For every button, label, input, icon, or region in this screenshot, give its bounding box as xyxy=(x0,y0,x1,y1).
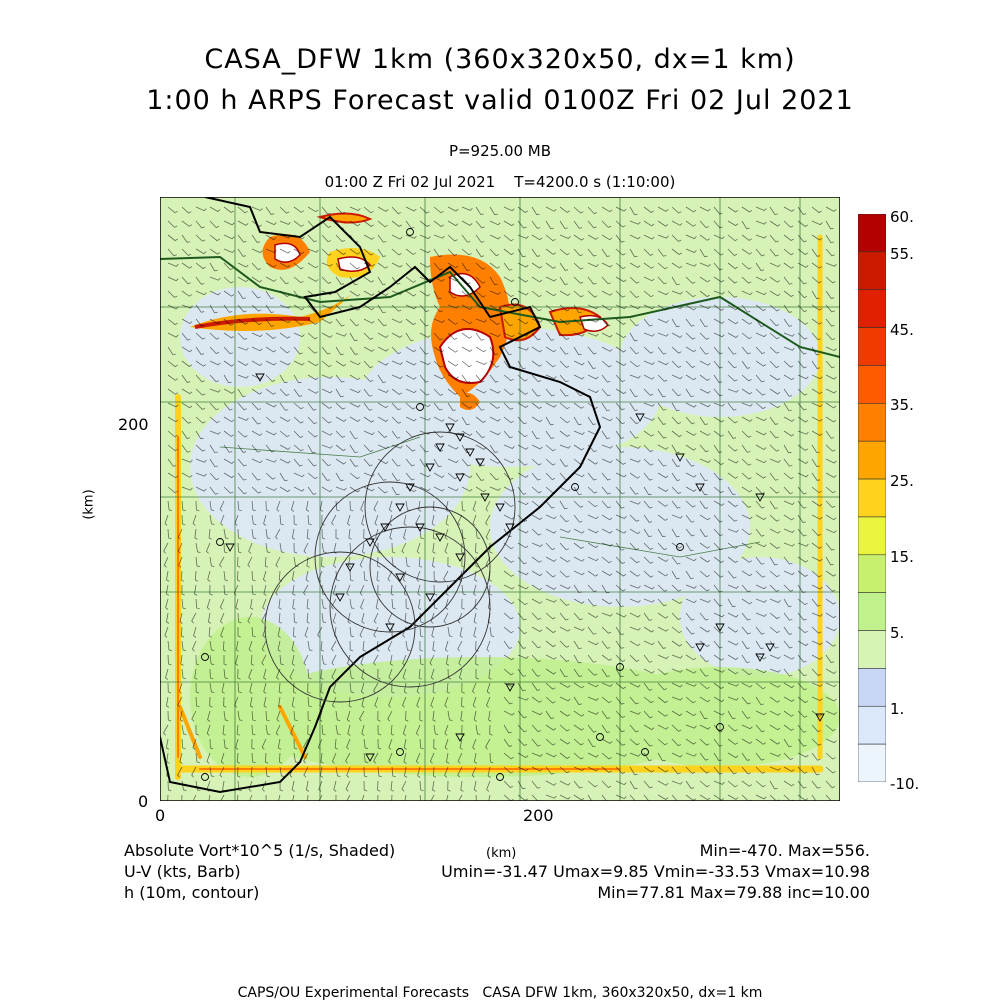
colorbar-label-55: 55. xyxy=(890,245,914,263)
colorbar-cell xyxy=(858,517,886,555)
x-axis-label: (km) xyxy=(486,846,517,861)
colorbar-cell xyxy=(858,441,886,479)
colorbar-label-5: 5. xyxy=(890,624,905,642)
colorbar-cell xyxy=(858,214,886,252)
x-tick-200: 200 xyxy=(523,806,554,825)
valid-time: 01:00 Z Fri 02 Jul 2021 T=4200.0 s (1:10:00) xyxy=(324,173,676,191)
colorbar-cell xyxy=(858,403,886,441)
y-tick-0: 0 xyxy=(138,792,149,811)
legend-vorticity: Absolute Vort*10^5 (1/s, Shaded) xyxy=(124,841,396,860)
colorbar-cell xyxy=(858,668,886,706)
title-line-1: CASA_DFW 1km (360x320x50, dx=1 km) xyxy=(204,44,796,75)
colorbar-cell xyxy=(858,252,886,290)
colorbar-cell xyxy=(858,706,886,744)
color-bar xyxy=(858,214,886,782)
colorbar-label-15: 15. xyxy=(890,548,914,566)
x-tick-0: 0 xyxy=(155,806,166,825)
legend-wind-range: Umin=-31.47 Umax=9.85 Vmin=-33.53 Vmax=10.98 xyxy=(441,862,870,881)
legend-height: h (10m, contour) xyxy=(124,883,260,902)
y-tick-200: 200 xyxy=(118,415,149,434)
footer-credit: CAPS/OU Experimental Forecasts CASA DFW 1km, 360x320x50, dx=1 km xyxy=(237,985,763,1001)
colorbar-cell xyxy=(858,479,886,517)
colorbar-label-minus10: -10. xyxy=(890,775,920,793)
y-axis-label: (km) xyxy=(81,489,97,520)
legend-wind: U-V (kts, Barb) xyxy=(124,862,241,881)
legend-height-range: Min=77.81 Max=79.88 inc=10.00 xyxy=(597,883,870,902)
colorbar-cell xyxy=(858,744,886,782)
pressure-level: P=925.00 MB xyxy=(448,142,552,160)
colorbar-cell xyxy=(858,593,886,631)
colorbar-cell xyxy=(858,290,886,328)
colorbar-cell xyxy=(858,365,886,403)
colorbar-label-1: 1. xyxy=(890,700,905,718)
colorbar-label-60: 60. xyxy=(890,208,914,226)
colorbar-cell xyxy=(858,328,886,366)
colorbar-label-35: 35. xyxy=(890,396,914,414)
colorbar-label-25: 25. xyxy=(890,472,914,490)
colorbar-cell xyxy=(858,555,886,593)
colorbar-cell xyxy=(858,631,886,669)
title-line-2: 1:00 h ARPS Forecast valid 0100Z Fri 02 Jul 2021 xyxy=(146,85,854,116)
forecast-map xyxy=(160,197,840,801)
legend-vort-range: Min=-470. Max=556. xyxy=(699,841,870,860)
colorbar-label-45: 45. xyxy=(890,321,914,339)
